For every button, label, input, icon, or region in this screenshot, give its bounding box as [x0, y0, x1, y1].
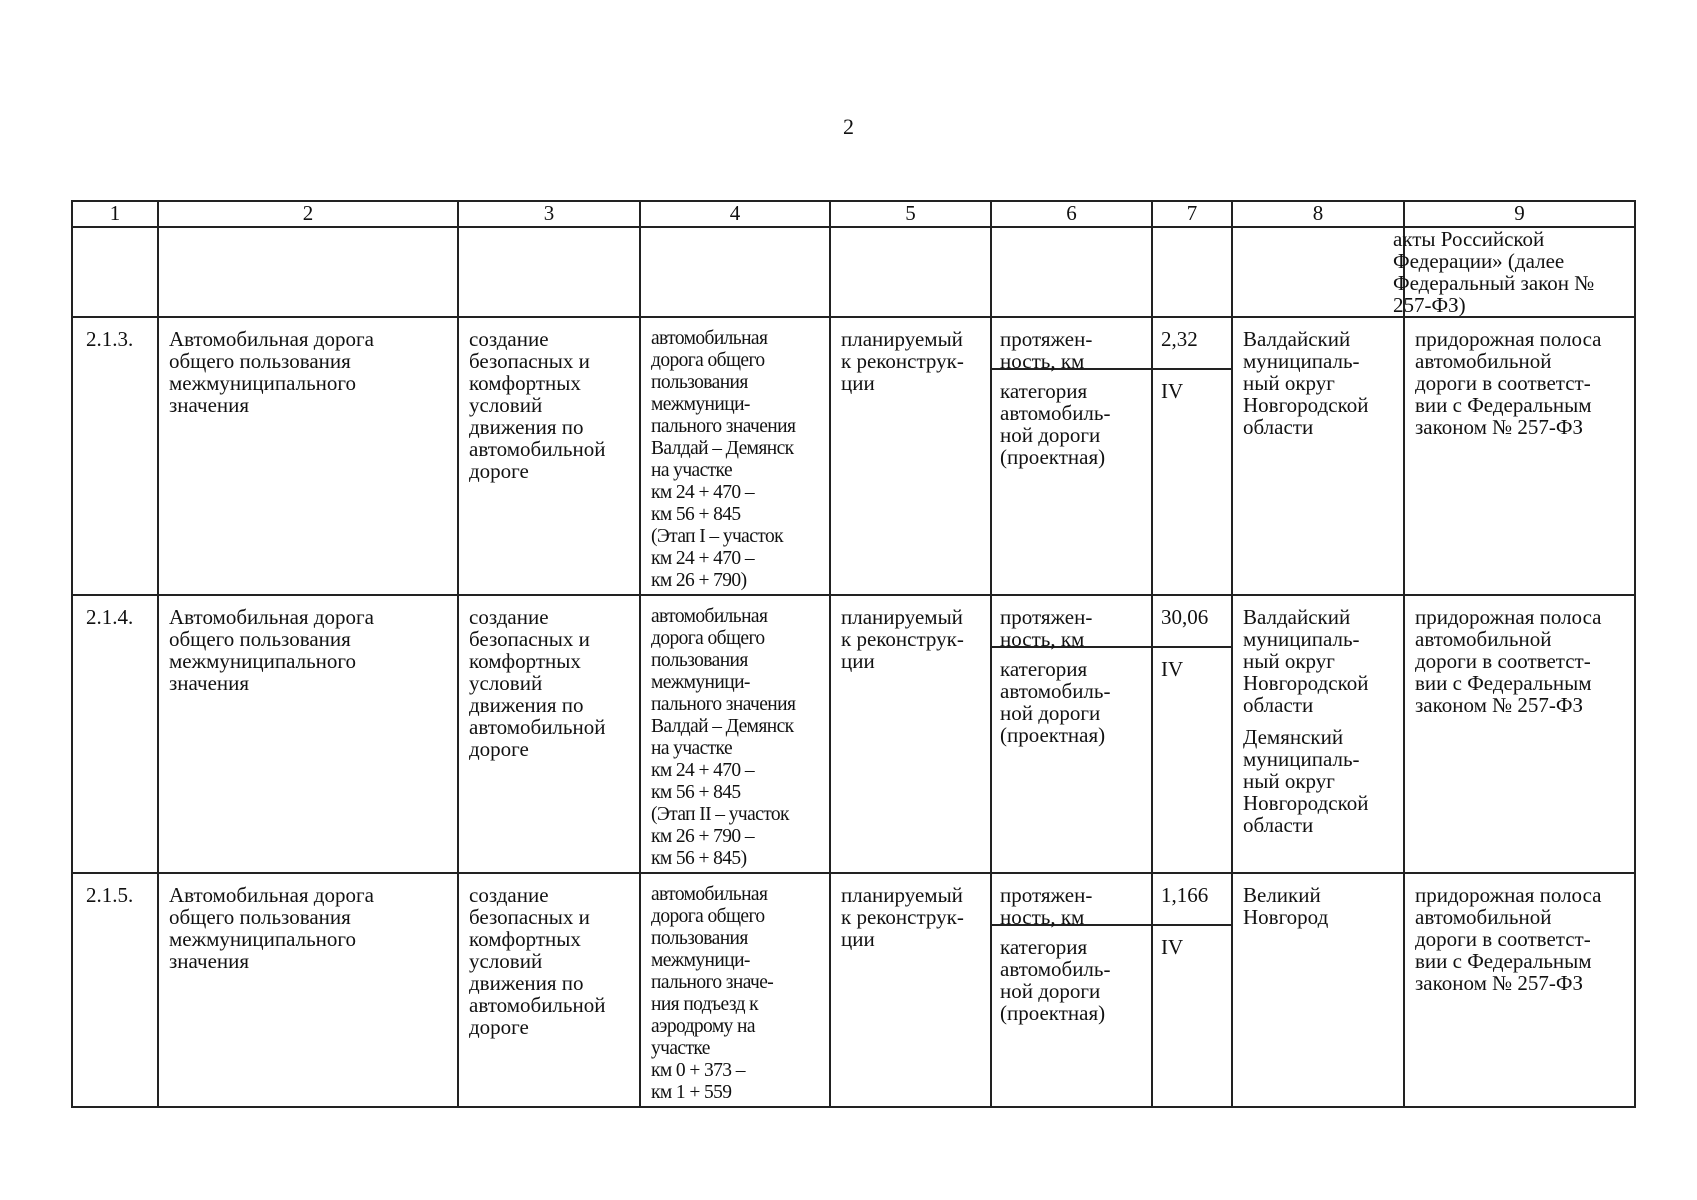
text-line: категория	[1000, 935, 1088, 959]
text-line: придорожная полоса	[1415, 327, 1602, 351]
text-line: дороги в соответст-	[1415, 927, 1591, 951]
text-line: пользования	[651, 650, 748, 671]
length-label	[992, 596, 1151, 651]
text-line: значения	[169, 393, 250, 417]
text-line: протяжен-	[1000, 605, 1093, 629]
text-line: автомобильной	[469, 993, 606, 1017]
text-line: ность, км	[1000, 349, 1085, 373]
text-line: дороге	[469, 459, 529, 483]
text-line: дороге	[469, 1015, 529, 1039]
empty-cell	[830, 227, 991, 317]
text-line: автомобиль-	[1000, 401, 1111, 425]
text-line: межмуниципального	[169, 649, 356, 673]
name-cell	[158, 595, 458, 873]
municipality-entry	[1243, 606, 1395, 716]
objects-table	[71, 200, 1636, 1108]
text-line: общего пользования	[169, 349, 351, 373]
text-line: км 56 + 845	[651, 504, 741, 525]
text-line: аэродрому на	[651, 1016, 755, 1037]
header-cell: 3	[458, 201, 640, 227]
text-line: законом № 257-ФЗ	[1415, 415, 1584, 439]
empty-cell	[458, 227, 640, 317]
text-line: безопасных и	[469, 905, 590, 929]
text-line: движения по	[469, 971, 584, 995]
text-line: ность, км	[1000, 627, 1085, 651]
text-line: км 24 + 470 –	[651, 760, 755, 781]
length-value: 2,32	[1153, 318, 1231, 370]
location-cell	[640, 873, 830, 1107]
text-line: области	[1243, 693, 1314, 717]
text-line: к реконструк-	[841, 349, 964, 373]
text-line: общего пользования	[169, 627, 351, 651]
empty-cell	[640, 227, 830, 317]
text-line: ный округ	[1243, 769, 1335, 793]
values-cell	[1152, 873, 1232, 1107]
text-line: Валдай – Демянск	[651, 438, 794, 459]
length-label	[992, 874, 1151, 929]
status-cell	[830, 317, 991, 595]
text-line: км 24 + 470 –	[651, 482, 755, 503]
text-line: 257-ФЗ)	[1393, 293, 1466, 317]
empty-cell	[1232, 227, 1404, 317]
text-line: значения	[169, 671, 250, 695]
text-line: Новгородской	[1243, 393, 1369, 417]
category-value: IV	[1161, 657, 1184, 681]
text-line: дороги в соответст-	[1415, 649, 1591, 673]
text-line: Автомобильная дорога	[169, 605, 374, 629]
text-line: (проектная)	[1000, 723, 1106, 747]
text-line: создание	[469, 883, 549, 907]
text-line: межмуници-	[651, 672, 750, 693]
table-row	[72, 873, 1635, 1107]
location-cell	[640, 595, 830, 873]
header-row	[72, 201, 1635, 227]
category-label	[992, 648, 1151, 750]
municipality-cell	[1232, 873, 1404, 1107]
text-line: Новгородской	[1243, 791, 1369, 815]
text-line: автомобильной	[1415, 349, 1552, 373]
text-line: условий	[469, 393, 543, 417]
text-line: автомобильной	[469, 437, 606, 461]
text-line: Великий	[1243, 883, 1321, 907]
text-line: дороги в соответст-	[1415, 371, 1591, 395]
text-line: межмуниципального	[169, 927, 356, 951]
status-cell	[830, 595, 991, 873]
header-cell: 2	[158, 201, 458, 227]
text-line: планируемый	[841, 327, 963, 351]
row-number: 2.1.5.	[86, 883, 134, 907]
row-number-cell	[72, 873, 158, 1107]
text-line: пользования	[651, 372, 748, 393]
length-value: 30,06	[1153, 596, 1231, 648]
text-line: к реконструк-	[841, 905, 964, 929]
continuation-row	[72, 227, 1635, 317]
header-cell: 9	[1404, 201, 1635, 227]
text-line: Федерации» (далее	[1393, 249, 1565, 273]
row-number: 2.1.4.	[86, 605, 134, 629]
text-line: планируемый	[841, 883, 963, 907]
header-cell: 5	[830, 201, 991, 227]
municipality-entry	[1243, 726, 1395, 836]
text-line: автомобильная	[651, 884, 768, 905]
text-line: акты Российской	[1393, 227, 1545, 251]
text-line: законом № 257-ФЗ	[1415, 971, 1584, 995]
text-line: км 1 + 559	[651, 1082, 732, 1103]
text-line: области	[1243, 813, 1314, 837]
text-line: создание	[469, 327, 549, 351]
text-line: на участке	[651, 460, 732, 481]
text-line: категория	[1000, 657, 1088, 681]
municipality-entry	[1243, 328, 1395, 438]
text-line: ный округ	[1243, 371, 1335, 395]
text-line: Валдай – Демянск	[651, 716, 794, 737]
text-line: ции	[841, 649, 875, 673]
text-line: муниципаль-	[1243, 349, 1360, 373]
text-line: категория	[1000, 379, 1088, 403]
zone-cell	[1404, 595, 1635, 873]
text-line: км 0 + 373 –	[651, 1060, 745, 1081]
category-label	[992, 926, 1151, 1028]
text-line: области	[1243, 415, 1314, 439]
text-line: ции	[841, 927, 875, 951]
text-line: Новгород	[1243, 905, 1329, 929]
text-line: безопасных и	[469, 349, 590, 373]
text-line: межмуниципального	[169, 371, 356, 395]
text-line: комфортных	[469, 371, 581, 395]
name-cell	[158, 873, 458, 1107]
empty-cell	[72, 227, 158, 317]
empty-cell	[158, 227, 458, 317]
text-line: участке	[651, 1038, 710, 1059]
name-cell	[158, 317, 458, 595]
text-line: дороге	[469, 737, 529, 761]
row-number-cell	[72, 595, 158, 873]
text-line: муниципаль-	[1243, 747, 1360, 771]
text-line: общего пользования	[169, 905, 351, 929]
header-cell: 8	[1232, 201, 1404, 227]
text-line: ной дороги	[1000, 423, 1101, 447]
header-cell: 6	[991, 201, 1152, 227]
text-line: протяжен-	[1000, 327, 1093, 351]
text-line: придорожная полоса	[1415, 883, 1602, 907]
text-line: (проектная)	[1000, 445, 1106, 469]
text-line: автомобильная	[651, 328, 768, 349]
values-cell	[1152, 595, 1232, 873]
text-line: км 26 + 790)	[651, 570, 747, 591]
text-line: межмуници-	[651, 950, 750, 971]
header-cell: 1	[72, 201, 158, 227]
text-line: условий	[469, 671, 543, 695]
text-line: ной дороги	[1000, 979, 1101, 1003]
purpose-cell	[458, 595, 640, 873]
text-line: автомобиль-	[1000, 679, 1111, 703]
row-number-cell	[72, 317, 158, 595]
text-line: дорога общего	[651, 350, 765, 371]
text-line: дорога общего	[651, 628, 765, 649]
values-cell	[1152, 317, 1232, 595]
characteristics-cell	[991, 317, 1152, 595]
municipality-cell	[1232, 595, 1404, 873]
text-line: км 26 + 790 –	[651, 826, 755, 847]
text-line: автомобильной	[1415, 905, 1552, 929]
characteristics-cell	[991, 873, 1152, 1107]
text-line: значения	[169, 949, 250, 973]
text-line: комфортных	[469, 927, 581, 951]
text-line: пального значения	[651, 694, 796, 715]
text-line: (проектная)	[1000, 1001, 1106, 1025]
text-line: Валдайский	[1243, 327, 1351, 351]
category-value: IV	[1161, 379, 1184, 403]
text-line: автомобильная	[651, 606, 768, 627]
table-row	[72, 317, 1635, 595]
zone-cell	[1404, 317, 1635, 595]
text-line: Демянский	[1243, 725, 1344, 749]
status-cell	[830, 873, 991, 1107]
text-line: создание	[469, 605, 549, 629]
text-line: законом № 257-ФЗ	[1415, 693, 1584, 717]
text-line: вии с Федеральным	[1415, 949, 1592, 973]
text-line: комфортных	[469, 649, 581, 673]
text-line: придорожная полоса	[1415, 605, 1602, 629]
header-cell: 4	[640, 201, 830, 227]
text-line: планируемый	[841, 605, 963, 629]
municipality-cell	[1232, 317, 1404, 595]
text-line: Валдайский	[1243, 605, 1351, 629]
text-line: км 56 + 845)	[651, 848, 747, 869]
purpose-cell	[458, 873, 640, 1107]
length-label	[992, 318, 1151, 373]
table-row	[72, 595, 1635, 873]
text-line: Федеральный закон №	[1393, 271, 1595, 295]
municipality-entry	[1243, 884, 1395, 928]
text-line: Новгородской	[1243, 671, 1369, 695]
empty-cell	[1152, 227, 1232, 317]
text-line: муниципаль-	[1243, 627, 1360, 651]
text-line: вии с Федеральным	[1415, 671, 1592, 695]
location-cell	[640, 317, 830, 595]
text-line: к реконструк-	[841, 627, 964, 651]
text-line: ции	[841, 371, 875, 395]
text-line: протяжен-	[1000, 883, 1093, 907]
text-line: межмуници-	[651, 394, 750, 415]
text-line: пального значения	[651, 416, 796, 437]
category-label	[992, 370, 1151, 472]
text-line: пального значе-	[651, 972, 774, 993]
table-body	[72, 317, 1635, 1107]
text-line: ность, км	[1000, 905, 1085, 929]
text-line: ный округ	[1243, 649, 1335, 673]
page-number: 2	[843, 114, 854, 139]
text-line: автомобильной	[1415, 627, 1552, 651]
continuation-text	[1393, 227, 1635, 317]
text-line: пользования	[651, 928, 748, 949]
category-value: IV	[1161, 935, 1184, 959]
zone-cell	[1404, 873, 1635, 1107]
text-line: ной дороги	[1000, 701, 1101, 725]
text-line: вии с Федеральным	[1415, 393, 1592, 417]
empty-cell	[991, 227, 1152, 317]
text-line: условий	[469, 949, 543, 973]
text-line: (Этап II – участок	[651, 804, 789, 825]
row-number: 2.1.3.	[86, 327, 134, 351]
purpose-cell	[458, 317, 640, 595]
text-line: Автомобильная дорога	[169, 883, 374, 907]
text-line: км 56 + 845	[651, 782, 741, 803]
text-line: км 24 + 470 –	[651, 548, 755, 569]
text-line: автомобильной	[469, 715, 606, 739]
characteristics-cell	[991, 595, 1152, 873]
text-line: движения по	[469, 415, 584, 439]
text-line: Автомобильная дорога	[169, 327, 374, 351]
length-value: 1,166	[1153, 874, 1231, 926]
text-line: (Этап I – участок	[651, 526, 783, 547]
text-line: безопасных и	[469, 627, 590, 651]
text-line: дорога общего	[651, 906, 765, 927]
text-line: ния подъезд к	[651, 994, 759, 1015]
text-line: автомобиль-	[1000, 957, 1111, 981]
text-line: движения по	[469, 693, 584, 717]
header-cell: 7	[1152, 201, 1232, 227]
text-line: на участке	[651, 738, 732, 759]
